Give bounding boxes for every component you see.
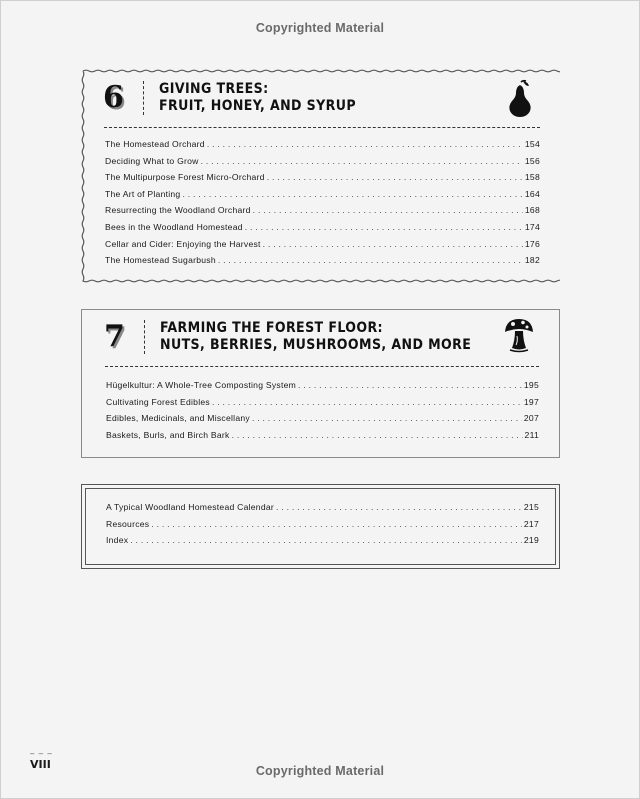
toc-entry-page: 158 (524, 172, 540, 183)
backmatter-box (81, 484, 560, 569)
toc-entry-page: 174 (524, 221, 540, 232)
chapter-7-title-line2: NUTS, BERRIES, MUSHROOMS, AND MORE (160, 337, 472, 353)
toc-entry (106, 519, 539, 536)
pear-icon (506, 79, 534, 117)
chapter-6-title-line2: FRUIT, HONEY, AND SYRUP (159, 98, 357, 114)
chapter-6-toc (105, 139, 540, 272)
toc-entry-page: 207 (523, 413, 539, 424)
toc-entry (105, 239, 540, 256)
toc-entry (105, 189, 540, 206)
dot-leader (182, 189, 522, 199)
dot-leader (201, 156, 523, 166)
toc-entry-title: Index (106, 535, 129, 546)
folio-rule: – – – (30, 749, 53, 758)
toc-entry-title: The Multipurpose Forest Micro-Orchard (105, 172, 265, 183)
toc-entry-title: Bees in the Woodland Homestead (105, 221, 243, 232)
chapter-7-header (82, 310, 559, 366)
dot-leader (298, 380, 522, 390)
toc-entry (105, 172, 540, 189)
toc-entry (105, 222, 540, 239)
dot-leader (218, 255, 523, 265)
chapter-6-title (159, 81, 356, 115)
backmatter-toc (106, 502, 539, 552)
toc-entry-title: Edibles, Medicinals, and Miscellany (106, 413, 250, 424)
chapter-7-title (160, 320, 471, 354)
mushroom-icon (503, 316, 535, 354)
toc-entry-title: The Homestead Orchard (105, 139, 205, 149)
chapter-6-number: 6 (103, 80, 124, 115)
chapter-7-box (81, 309, 560, 458)
dot-leader (253, 205, 523, 215)
dashed-separator (104, 127, 540, 128)
dot-leader (130, 535, 522, 545)
toc-entry-title: Cellar and Cider: Enjoying the Harvest (105, 238, 261, 249)
copyright-footer: Copyrighted Material (255, 764, 385, 778)
page-number: VIII (30, 758, 51, 771)
toc-entry-title: Resources (106, 518, 150, 529)
toc-entry-title: The Homestead Sugarbush (105, 255, 216, 266)
toc-entry (106, 413, 539, 430)
toc-entry-page: 197 (523, 396, 539, 407)
toc-entry-title: Baskets, Burls, and Birch Bark (106, 429, 230, 440)
toc-entry-page: 156 (524, 155, 540, 166)
toc-entry-title: The Art of Planting (105, 188, 181, 199)
chapter-7-title-line1: FARMING THE FOREST FLOOR: (160, 320, 383, 336)
toc-entry-page: 164 (524, 188, 540, 199)
chapter-6-header (81, 69, 560, 125)
toc-entry (106, 502, 539, 519)
dashed-separator (105, 366, 539, 367)
dot-leader (212, 397, 522, 407)
toc-entry (105, 139, 540, 156)
dot-leader (151, 519, 522, 529)
toc-entry (105, 255, 540, 272)
toc-entry-title: Resurrecting the Woodland Orchard (105, 205, 251, 216)
toc-entry-page: 195 (523, 380, 539, 390)
toc-entry-page: 182 (524, 255, 540, 266)
chapter-7-toc (106, 380, 539, 446)
toc-entry (105, 156, 540, 173)
toc-entry-page: 176 (524, 238, 540, 249)
copyright-header: Copyrighted Material (255, 21, 385, 35)
toc-entry-page: 154 (524, 139, 540, 149)
dot-leader (263, 239, 523, 249)
chapter-6-box (81, 69, 560, 283)
toc-entry-title: A Typical Woodland Homestead Calendar (106, 502, 275, 512)
toc-entry-page: 219 (523, 535, 539, 546)
chapter-7-number: 7 (104, 319, 125, 354)
chapter-rule (144, 320, 145, 354)
chapter-rule (143, 81, 144, 115)
toc-entry (105, 205, 540, 222)
toc-entry (106, 535, 539, 552)
toc-entry (106, 397, 539, 414)
toc-entry (106, 430, 539, 447)
toc-entry-title: Deciding What to Grow (105, 155, 199, 166)
chapter-6-title-line1: GIVING TREES: (159, 81, 269, 97)
toc-entry-page: 217 (523, 518, 539, 529)
dot-leader (267, 172, 523, 182)
toc-entry-page: 215 (523, 502, 539, 512)
dot-leader (252, 413, 522, 423)
toc-entry-page: 168 (524, 205, 540, 216)
dot-leader (245, 222, 523, 232)
dot-leader (276, 502, 522, 512)
dot-leader (207, 139, 523, 149)
toc-entry-page: 211 (524, 429, 539, 440)
toc-entry-title: Hügelkultur: A Whole-Tree Composting System (106, 380, 297, 390)
toc-entry (106, 380, 539, 397)
dot-leader (232, 430, 523, 440)
toc-entry-title: Cultivating Forest Edibles (106, 396, 210, 407)
